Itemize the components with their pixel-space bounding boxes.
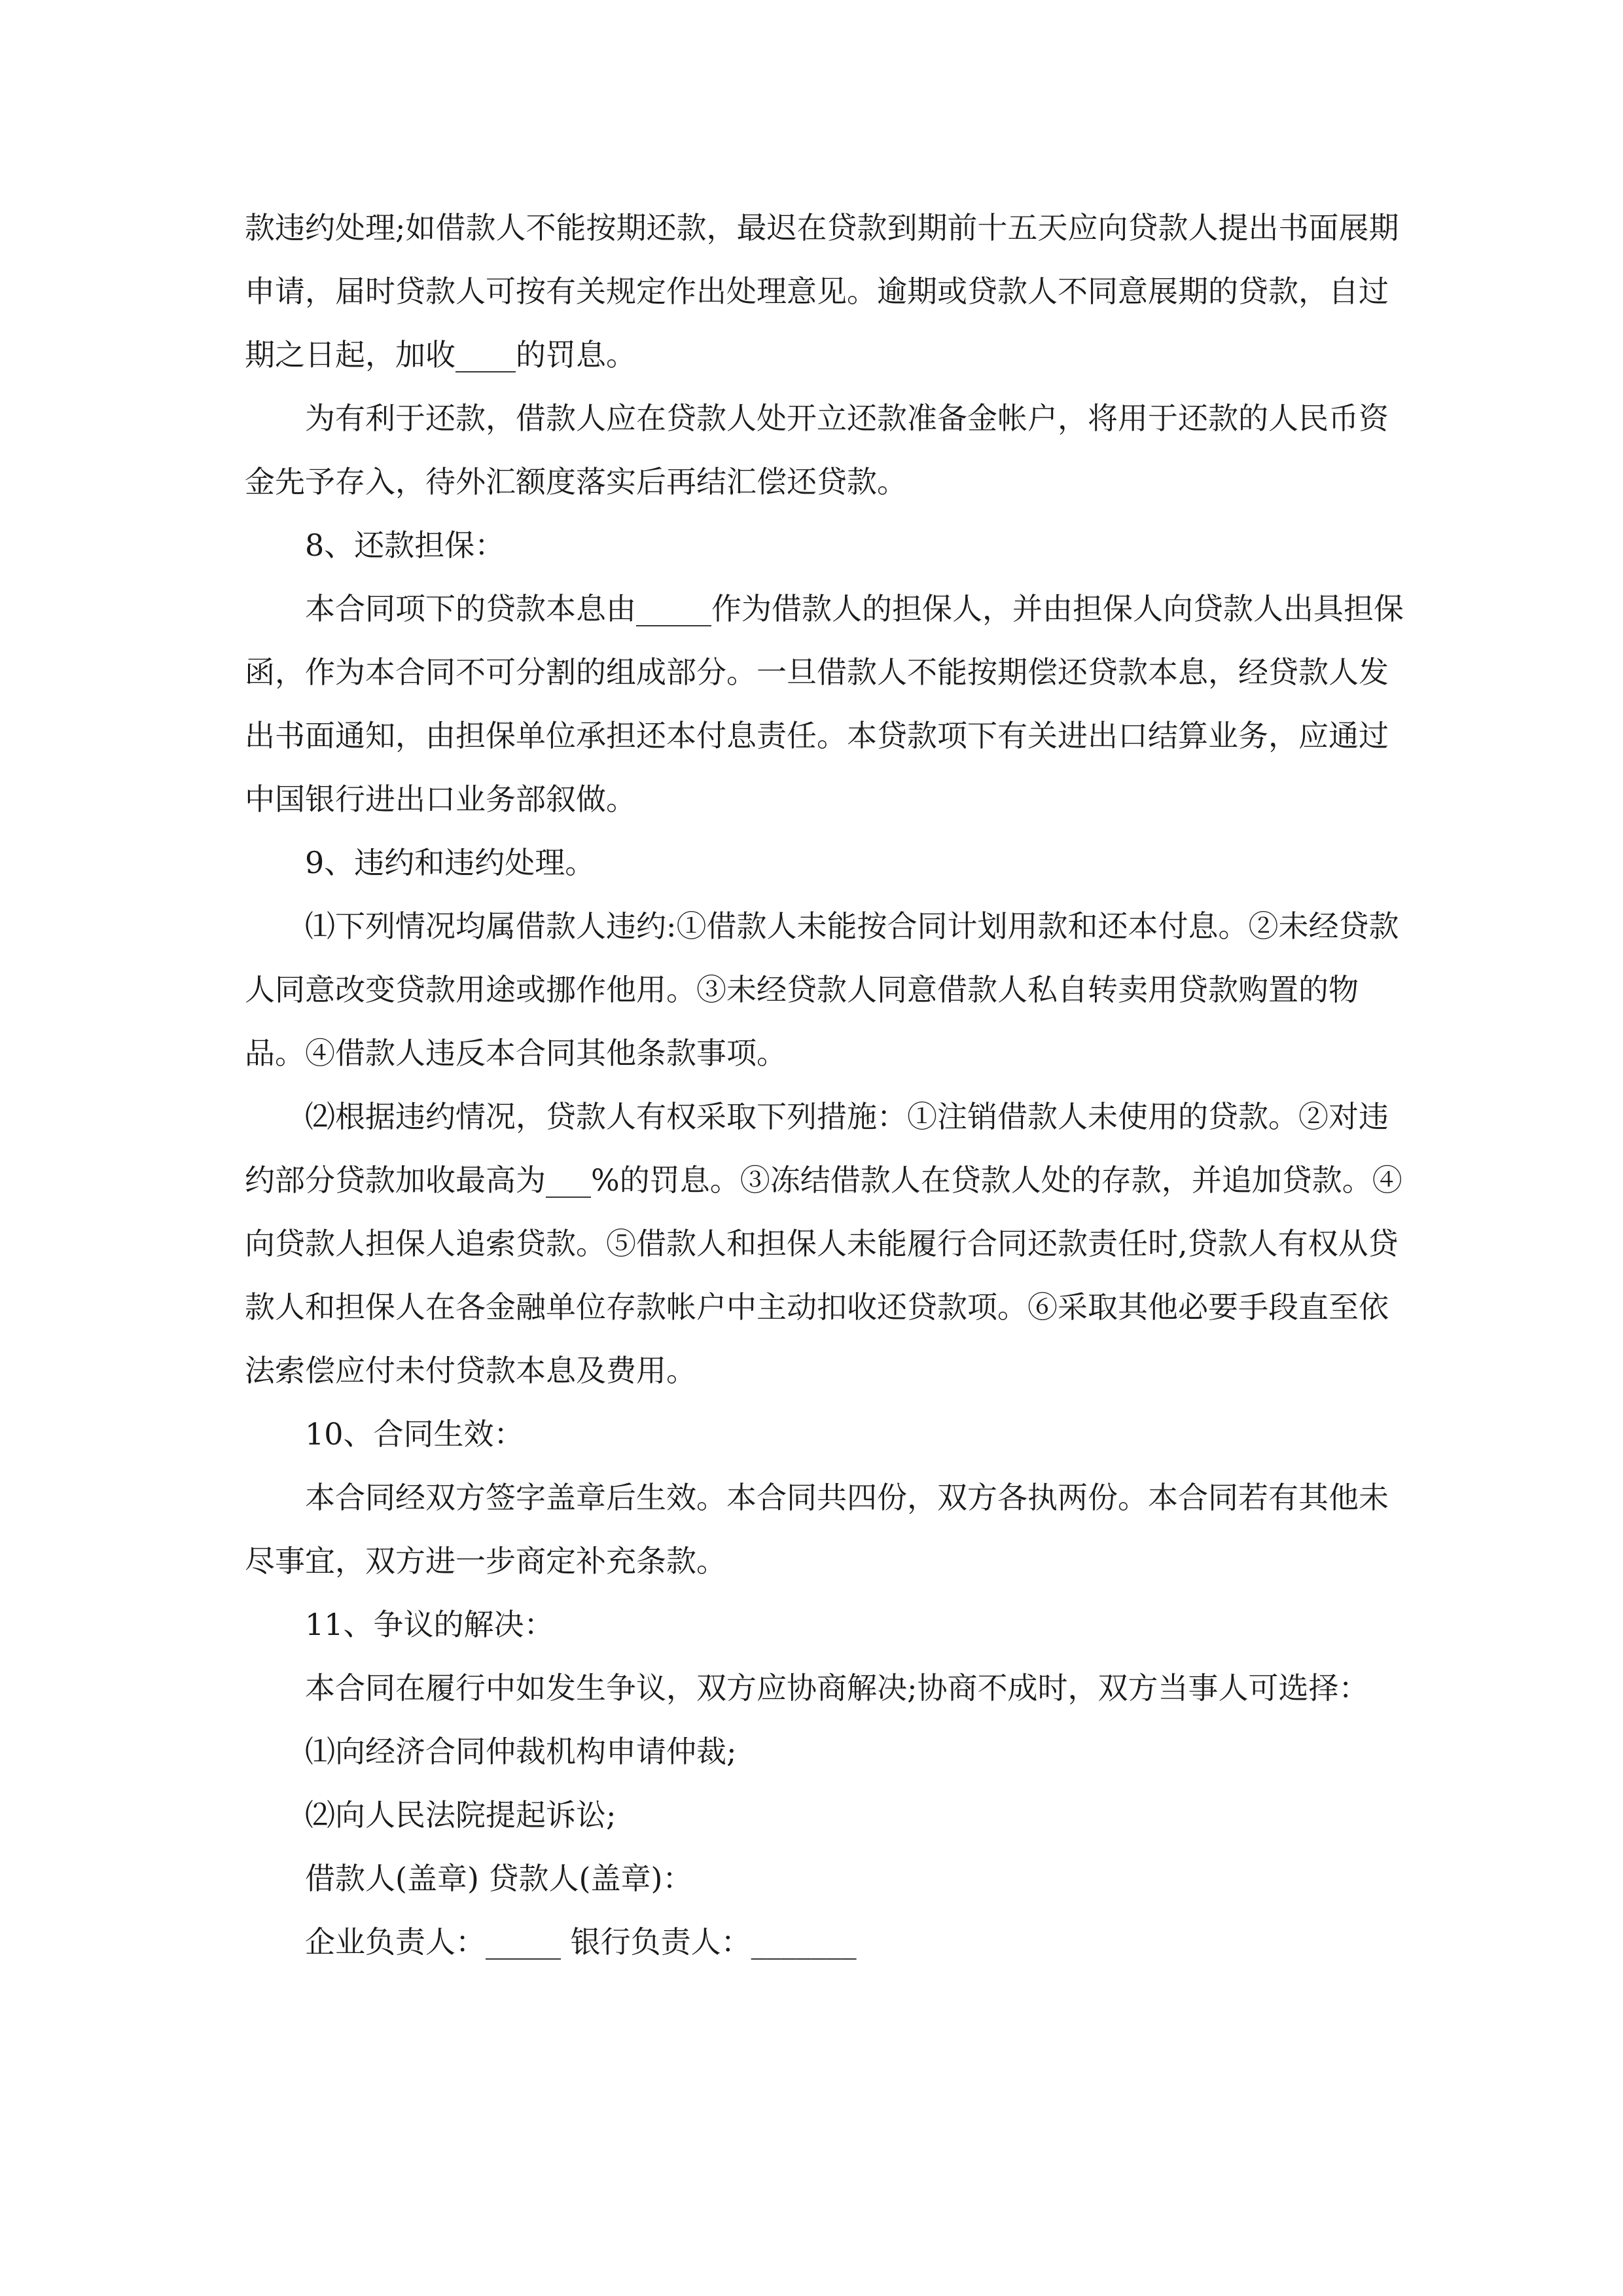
paragraph-repayment-account: 为有利于还款，借款人应在贷款人处开立还款准备金帐户，将用于还款的人民币资金先予存入，待外汇额度落实后再结汇偿还贷款。 [245, 401, 1389, 499]
paragraph-default-handling: 款违约处理;如借款人不能按期还款，最迟在贷款到期前十五天应向贷款人提出书面展期申请，届时贷款人可按有关规定作出处理意见。逾期或贷款人不同意展期的贷款，自过期之日起，加收____的罚息。 [245, 210, 1399, 372]
section-heading-8: 8、还款担保： [305, 528, 505, 563]
paragraph-guarantee: 本合同项下的贷款本息由_____作为借款人的担保人，并由担保人向贷款人出具担保函，作为本合同不可分割的组成部分。一旦借款人不能按期偿还贷款本息，经贷款人发出书面通知，由担保单位承担还本付息责任。本贷款项下有关进出口结算业务，应通过中国银行进出口业务部叙做。 [245, 591, 1404, 817]
paragraph-litigation-option: ⑵向人民法院提起诉讼; [305, 1797, 616, 1833]
section-heading-9: 9、违约和违约处理。 [305, 845, 596, 880]
signature-line-responsible-persons: 企业负责人：_____ 银行负责人：_______ [305, 1924, 857, 1960]
section-heading-10: 10、合同生效： [305, 1416, 524, 1452]
paragraph-default-cases: ⑴下列情况均属借款人违约:①借款人未能按合同计划用款和还本付息。②未经贷款人同意改变贷款用途或挪作他用。③未经贷款人同意借款人私自转卖用贷款购置的物品。④借款人违反本合同其他条款事项。 [245, 908, 1399, 1071]
paragraph-arbitration-option: ⑴向经济合同仲裁机构申请仲裁; [305, 1734, 737, 1769]
paragraph-effectiveness: 本合同经双方签字盖章后生效。本合同共四份，双方各执两份。本合同若有其他未尽事宜，双方进一步商定补充条款。 [245, 1480, 1389, 1579]
paragraph-dispute: 本合同在履行中如发生争议，双方应协商解决;协商不成时，双方当事人可选择： [305, 1670, 1369, 1706]
section-heading-11: 11、争议的解决： [305, 1607, 554, 1642]
paragraph-default-measures: ⑵根据违约情况，贷款人有权采取下列措施：①注销借款人未使用的贷款。②对违约部分贷款加收最高为___%的罚息。③冻结借款人在贷款人处的存款，并追加贷款。④向贷款人担保人追索贷款。⑤借款人和担保人未能履行合同还款责任时,贷款人有权从贷款人和担保人在各金融单位存款帐户中主动扣收还贷款项。⑥采取其他必要手段直至依法索偿应付未付贷款本息及费用。 [245, 1099, 1402, 1388]
contract-body [245, 196, 1410, 1974]
signature-line-seals: 借款人(盖章) 贷款人(盖章)： [305, 1861, 693, 1896]
